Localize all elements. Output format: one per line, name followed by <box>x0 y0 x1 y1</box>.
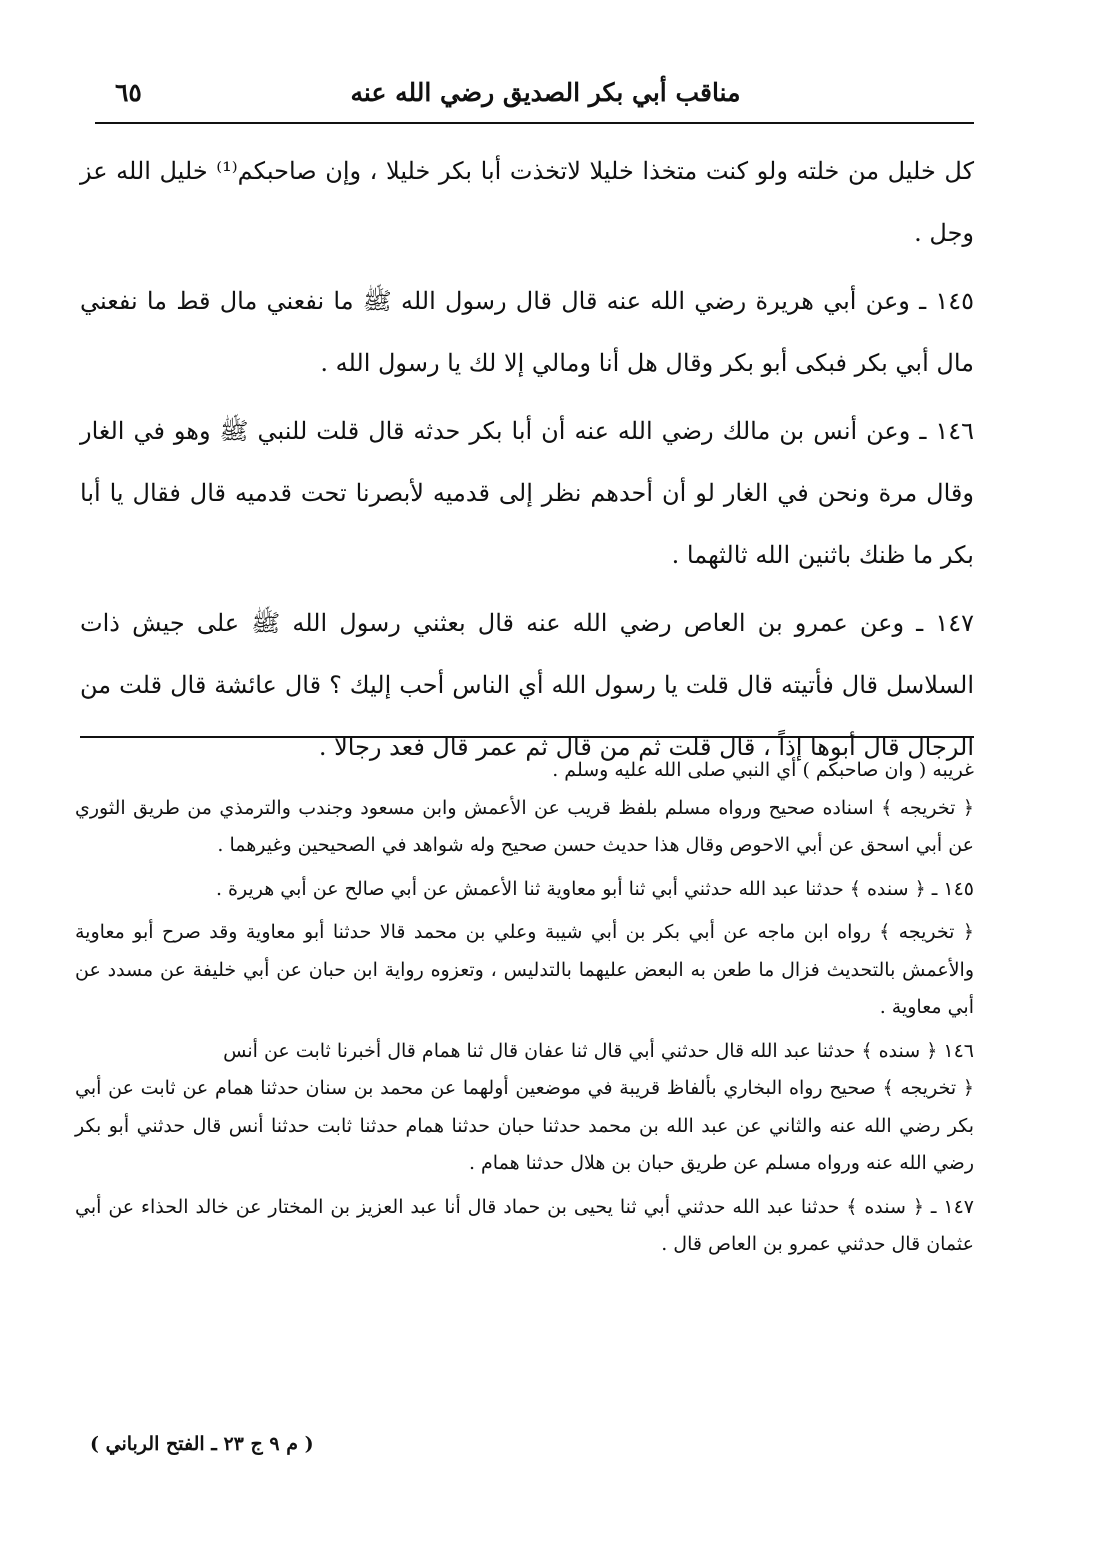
footnote-takhrij: ﴿ تخريجه ﴾ اسناده صحيح ورواه مسلم بلفظ قريب عن الأعمش وابن مسعود وجندب والترمذي من طريق الثوري عن أبي اسحق عن أبي الاحوص وقال هذا حديث حسن صحيح وله شواهد في الصحيحين وغيرهما . <box>75 796 974 856</box>
body-paragraph: كل خليل من خلته ولو كنت متخذا خليلا لاتخذت أبا بكر خليلا ، وإن صاحبكم⁽¹⁾ خليل الله عز وجل . <box>80 157 974 247</box>
footnotes <box>75 752 974 1264</box>
running-header <box>115 78 976 118</box>
signature-mark: ( م ٩ ج ٢٣ ـ الفتح الرباني ) <box>90 1433 314 1455</box>
hadith-147: ١٤٧ ـ وعن عمرو بن العاص رضي الله عنه قال بعثني رسول الله ﷺ على جيش ذات السلاسل قال فأتيته قال قلت يا رسول الله أي الناس أحب إليك ؟ قال عائشة قال قلت من الرجال قال أبوها إذاً ، قال قلت ثم من قال ثم عمر قال فعد رجالا . <box>80 609 974 761</box>
footnote-rule <box>80 736 974 738</box>
page-number: ٦٥ <box>115 78 142 107</box>
running-title: مناقب أبي بكر الصديق رضي الله عنه <box>350 78 741 107</box>
main-text <box>80 140 974 784</box>
footnote-sanad-147: ١٤٧ ـ ﴿ سنده ﴾ حدثنا عبد الله حدثني أبي ثنا يحيى بن حماد قال أنا عبد العزيز بن المختار عن خالد الحذاء عن أبي عثمان قال حدثني عمرو بن العاص قال . <box>75 1195 974 1255</box>
hadith-146: ١٤٦ ـ وعن أنس بن مالك رضي الله عنه أن أبا بكر حدثه قال قلت للنبي ﷺ وهو في الغار وقال مرة ونحن في الغار لو أن أحدهم نظر إلى قدميه لأبصرنا تحت قدميه قال فقال يا أبا بكر ما ظنك باثنين الله ثالثهما . <box>80 417 974 569</box>
hadith-145: ١٤٥ ـ وعن أبي هريرة رضي الله عنه قال قال رسول الله ﷺ ما نفعني مال قط ما نفعني مال أبي بكر فبكى أبو بكر وقال هل أنا ومالي إلا لك يا رسول الله . <box>80 287 974 377</box>
footnote-gharib: غريبه ( وان صاحبكم ) أي النبي صلى الله عليه وسلم . <box>552 759 974 781</box>
footnote-takhrij-146: ﴿ تخريجه ﴾ صحيح رواه البخاري بألفاظ قريبة في موضعين أولهما عن محمد بن سنان حدثنا همام عن ثابت عن أبي بكر رضي الله عنه والثاني عن عبد الله بن محمد حدثنا حبان حدثنا همام حدثنا ثابت حدثنا أنس قال حدثني أبو بكر رضي الله عنه ورواه مسلم عن طريق حبان بن هلال حدثنا همام . <box>75 1077 974 1174</box>
footnote-sanad-145: ١٤٥ ـ ﴿ سنده ﴾ حدثنا عبد الله حدثني أبي ثنا أبو معاوية ثنا الأعمش عن أبي صالح عن أبي هريرة . <box>215 877 974 900</box>
header-rule <box>95 122 974 124</box>
footnote-sanad-146: ١٤٦ ﴿ سنده ﴾ حدثنا عبد الله قال حدثني أبي قال ثنا عفان قال ثنا همام قال أخبرنا ثابت عن أنس <box>223 1039 974 1062</box>
footnote-takhrij-145: ﴿ تخريجه ﴾ رواه ابن ماجه عن أبي بكر بن أبي شيبة وعلي بن محمد قالا حدثنا أبو معاوية وقد صرح أبو معاوية والأعمش بالتحديث فزال ما طعن به البعض عليهما بالتدليس ، وتعزوه رواية ابن حبان عن أبي خليفة عن مسدد عن أبي معاوية . <box>75 921 974 1018</box>
